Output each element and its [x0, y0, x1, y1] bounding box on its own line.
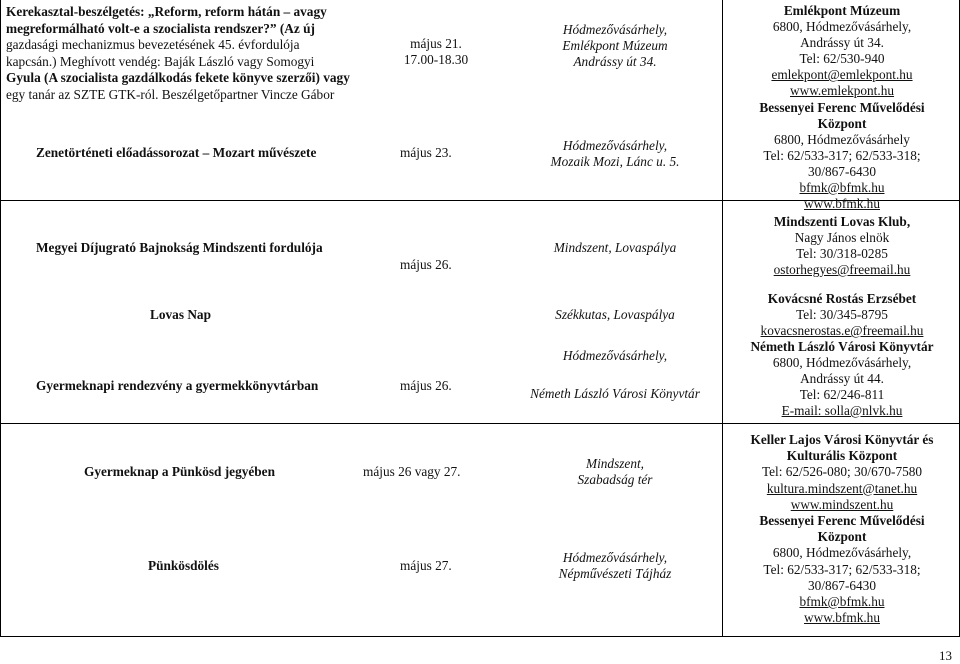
event-title: Kerekasztal-beszélgetés: „Reform, reform hátán – avagy megreformálható volt-e a szocialista rendszer?” (Az új gazdasági mechanizmus bevezetésének 45. évfordulója kapcsán.) Meghívott vendég: Baják László vagy Somogyi Gyula (A szocialista gazdálkodás fekete könyve szerzői) vagy egy tanár az SZTE GTK-ról. Beszélgetőpartner Vincze Gábor	[6, 4, 350, 102]
contact-block: Kovácsné Rostás Erzsébet Tel: 30/345-8795 kovacsnerostas.e@freemail.hu	[760, 291, 924, 338]
event-title: Zenetörténeti előadássorozat – Mozart művészete	[36, 145, 317, 160]
row-divider	[0, 423, 960, 424]
event-location: Mindszent, Lovaspálya	[553, 240, 677, 255]
event-title: Gyermeknap a Pünkösd jegyében	[84, 464, 275, 479]
event-title: Lovas Nap	[150, 307, 211, 322]
event-date: május 26.	[400, 378, 452, 393]
page-number: 13	[939, 648, 952, 663]
contact-block: Németh László Városi Könyvtár 6800, Hódmezővásárhely, Andrássy út 44. Tel: 62/246-811 E-mail: solla@nlvk.hu	[750, 339, 934, 418]
event-date: május 27.	[400, 558, 452, 573]
event-location: Hódmezővásárhely, Németh László Városi Könyvtár	[530, 348, 700, 401]
table-border-left	[0, 0, 1, 637]
event-location: Hódmezővásárhely, Emlékpont Múzeum Andrássy út 34.	[562, 22, 668, 69]
event-location: Hódmezővásárhely, Mozaik Mozi, Lánc u. 5.	[550, 138, 680, 169]
event-title: Gyermeknapi rendezvény a gyermekkönyvtárban	[36, 378, 319, 393]
event-location: Székkutas, Lovaspálya	[555, 307, 675, 322]
event-location: Mindszent, Szabadság tér	[577, 456, 653, 487]
event-date: május 26.	[400, 257, 452, 272]
event-location: Hódmezővásárhely, Népművészeti Tájház	[558, 550, 672, 581]
contact-block: Emlékpont Múzeum 6800, Hódmezővásárhely, Andrássy út 34. Tel: 62/530-940 emlekpont@emlekpont.hu www.emlekpont.hu Bessenyei Ferenc Művelődési Központ 6800, Hódmezővásárhely Tel: 62/533-317; 62/533-318; 30/867-6430 bfmk@bfmk.hu www.bfmk.hu	[759, 3, 925, 212]
event-title: Pünkösdölés	[148, 558, 219, 573]
event-date: május 21. 17.00-18.30	[403, 36, 469, 67]
contact-block: Mindszenti Lovas Klub, Nagy János elnök Tel: 30/318-0285 ostorhegyes@freemail.hu	[773, 214, 911, 277]
event-title: Megyei Díjugrató Bajnokság Mindszenti fordulója	[36, 240, 323, 255]
table-border-bottom	[0, 636, 960, 637]
event-date: május 23.	[400, 145, 452, 160]
event-date: május 26 vagy 27.	[363, 464, 461, 479]
column-divider	[722, 0, 723, 637]
contact-block: Keller Lajos Városi Könyvtár és Kulturális Központ Tel: 62/526-080; 30/670-7580 kultura.mindszent@tanet.hu www.mindszent.hu Bessenyei Ferenc Művelődési Központ 6800, Hódmezővásárhely, Tel: 62/533-317; 62/533-318; 30/867-6430 bfmk@bfmk.hu www.bfmk.hu	[750, 432, 934, 626]
